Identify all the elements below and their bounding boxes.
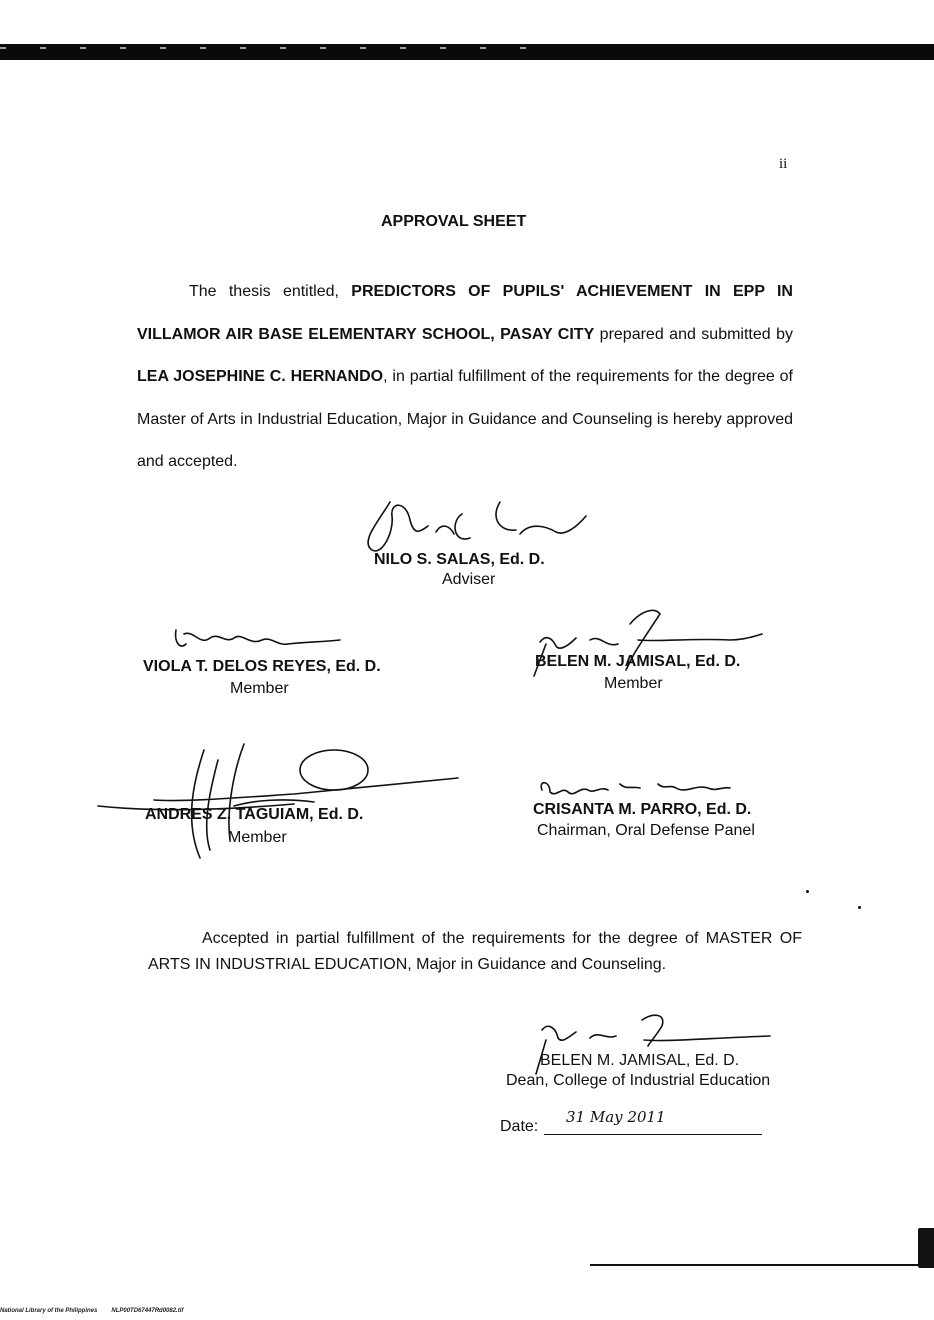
page-title: APPROVAL SHEET [381,213,527,230]
chairman-signature [536,776,736,802]
dean-name: BELEN M. JAMISAL, Ed. D. [540,1052,740,1069]
date-line [544,1134,762,1135]
member-1-name: VIOLA T. DELOS REYES, Ed. D. [143,658,381,675]
member-2-role: Member [604,675,663,692]
date-value: 31 May 2011 [566,1108,666,1126]
intro-text: The thesis entitled, [189,283,352,300]
footer-filename: NLP00TD67447Rd0082.tif [111,1308,184,1314]
scan-footer [0,1308,197,1314]
approval-paragraph [137,271,793,484]
prepared-text: prepared and submitted by [594,325,793,343]
fulfillment-text: , in partial fulfillment of the requirements for the degree of Master of Arts in Industrial Education, Major in Guidance and Counseling is hereby approved and accepted. [137,368,794,470]
author-name: LEA JOSEPHINE C. HERNANDO [137,368,384,385]
chairman-name: CRISANTA M. PARRO, Ed. D. [533,801,752,818]
chairman-role: Chairman, Oral Defense Panel [537,822,755,839]
scan-speck [858,906,861,909]
scan-speck [806,890,809,893]
thesis-title: PREDICTORS OF PUPILS' ACHIEVEMENT IN EPP IN VILLAMOR AIR BASE ELEMENTARY SCHOOL, PASAY CITY [137,283,793,343]
scan-border-specks [0,47,560,49]
adviser-name: NILO S. SALAS, Ed. D. [374,551,545,568]
acceptance-paragraph [148,926,802,978]
page-number: ii [779,156,788,172]
member-2-signature [530,604,770,684]
adviser-role: Adviser [442,571,496,588]
member-3-name: ANDRES Z. TAGUIAM, Ed. D. [145,806,364,823]
scan-edge-blot [918,1228,934,1268]
footer-library: National Library of the Philippines [0,1308,98,1314]
acceptance-text: Accepted in partial fulfillment of the requirements for the degree of MASTER OF ARTS IN INDUSTRIAL EDUCATION, Major in Guidance and Counseling. [148,930,802,973]
member-1-signature [170,624,350,660]
date-label: Date: [500,1118,539,1135]
member-2-name: BELEN M. JAMISAL, Ed. D. [535,653,741,670]
member-1-role: Member [230,680,289,697]
dean-role: Dean, College of Industrial Education [506,1072,771,1089]
member-3-role: Member [228,829,287,846]
scan-bottom-line [590,1264,920,1266]
